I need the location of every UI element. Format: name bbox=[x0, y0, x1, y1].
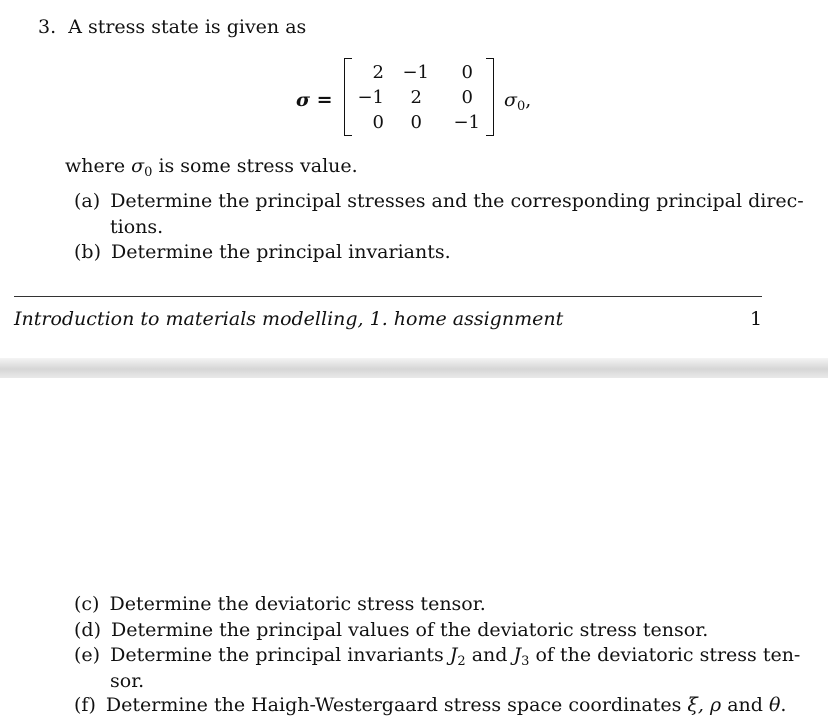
list-item bbox=[74, 190, 804, 212]
item-label: (d) bbox=[74, 619, 101, 641]
item-text: Determine the deviatoric stress tensor. bbox=[109, 593, 486, 615]
list-item bbox=[74, 241, 451, 263]
footer-title: Introduction to materials modelling, 1. home assignment bbox=[14, 308, 564, 330]
item-label: (c) bbox=[74, 593, 100, 615]
list-item: (e) Determine the principal invariants $J_2$ and $J_3$ of the deviatoric stress ten- bbox=[74, 644, 801, 669]
item-text: Determine the principal values of the deviatoric stress tensor. bbox=[111, 619, 709, 641]
footer-rule bbox=[14, 296, 762, 297]
item-label: (b) bbox=[74, 241, 101, 263]
equation-rhs: $\sigma_0$, bbox=[504, 89, 532, 114]
matrix-cell: 0 bbox=[410, 112, 422, 133]
matrix-cell: 0 bbox=[372, 112, 384, 133]
item-label: (f) bbox=[74, 694, 96, 716]
list-item bbox=[74, 619, 708, 641]
matrix-cell: −1 bbox=[357, 87, 384, 108]
item-text: Determine the principal invariants. bbox=[111, 241, 451, 263]
problem-heading bbox=[38, 16, 306, 38]
page-number: 1 bbox=[750, 308, 763, 330]
problem-intro: A stress state is given as bbox=[68, 16, 307, 38]
page-break bbox=[0, 358, 828, 378]
list-item: (f) Determine the Haigh-Westergaard stress space coordinates ξ, ρ and θ. bbox=[74, 694, 787, 716]
matrix-cell: 2 bbox=[410, 87, 422, 108]
list-item-continuation: sor. bbox=[110, 670, 145, 692]
list-item bbox=[74, 593, 486, 615]
matrix-cell: −1 bbox=[453, 112, 480, 133]
stress-matrix bbox=[344, 58, 494, 136]
matrix-cell: 2 bbox=[372, 62, 384, 83]
list-item-continuation: tions. bbox=[110, 216, 164, 238]
matrix-cell: −1 bbox=[402, 62, 429, 83]
matrix-cell: 0 bbox=[461, 87, 473, 108]
matrix-cell: 0 bbox=[461, 62, 473, 83]
item-text: Determine the principal stresses and the corresponding principal direc- bbox=[110, 190, 804, 212]
item-label: (a) bbox=[74, 190, 101, 212]
item-label: (e) bbox=[74, 644, 101, 666]
matrix-right-bracket bbox=[486, 58, 494, 136]
problem-number: 3. bbox=[38, 16, 57, 38]
equation-lhs: σ = bbox=[296, 89, 333, 111]
where-line: where $\sigma_0$ is some stress value. bbox=[65, 155, 358, 180]
